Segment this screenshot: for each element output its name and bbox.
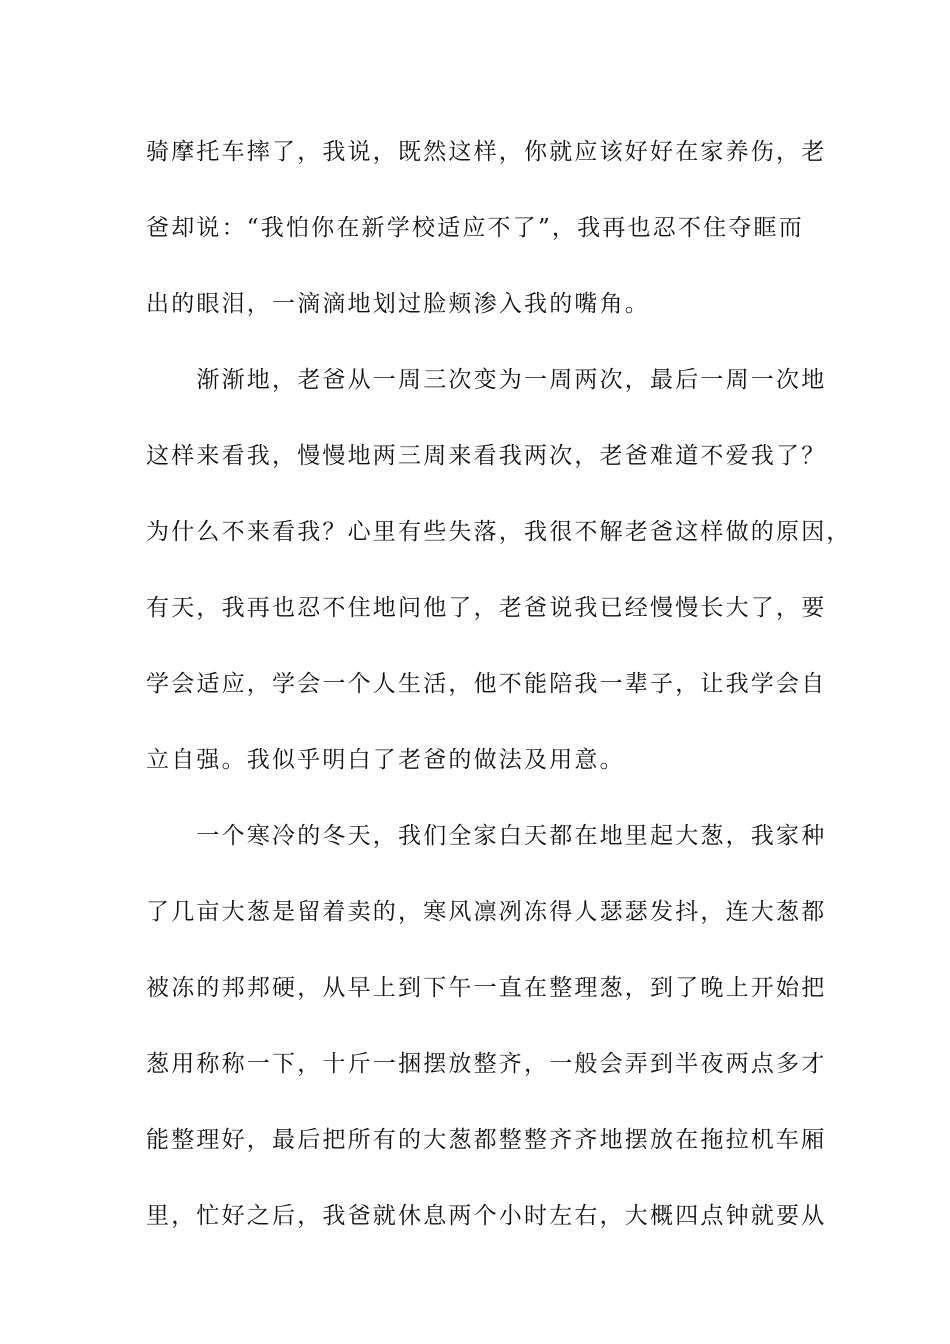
body-text xyxy=(146,128,852,1268)
text-line: 为什么不来看我？心里有些失落，我很不解老爸这样做的原因， xyxy=(146,519,852,545)
text-line: 里，忙好之后，我爸就休息两个小时左右，大概四点钟就要从 xyxy=(146,1203,827,1229)
paragraph-3 xyxy=(146,812,827,1268)
paragraph-1 xyxy=(146,128,827,356)
text-line: 出的眼泪，一滴滴地划过脸颊渗入我的嘴角。 xyxy=(146,291,650,317)
text-line: 这样来看我，慢慢地两三周来看我两次，老爸难道不爱我了？ xyxy=(146,443,827,469)
text-line: 渐渐地，老爸从一周三次变为一周两次，最后一周一次地 xyxy=(146,367,827,393)
paragraph-2 xyxy=(146,356,852,812)
text-line: 被冻的邦邦硬，从早上到下午一直在整理葱，到了晚上开始把 xyxy=(146,975,827,1001)
text-line: 葱用称称一下，十斤一捆摆放整齐，一般会弄到半夜两点多才 xyxy=(146,1051,827,1077)
text-line: 骑摩托车摔了，我说，既然这样，你就应该好好在家养伤，老 xyxy=(146,139,827,165)
text-line: 能整理好，最后把所有的大葱都整整齐齐地摆放在拖拉机车厢 xyxy=(146,1127,827,1153)
text-line: 了几亩大葱是留着卖的，寒风凛冽冻得人瑟瑟发抖，连大葱都 xyxy=(146,899,827,925)
text-line: 有天，我再也忍不住地问他了，老爸说我已经慢慢长大了，要 xyxy=(146,595,827,621)
text-line: 学会适应，学会一个人生活，他不能陪我一辈子，让我学会自 xyxy=(146,671,827,697)
text-line: 立自强。我似乎明白了老爸的做法及用意。 xyxy=(146,747,625,773)
text-line: 一个寒冷的冬天，我们全家白天都在地里起大葱，我家种 xyxy=(146,823,827,849)
text-line: 爸却说：“我怕你在新学校适应不了”，我再也忍不住夺眶而 xyxy=(146,215,804,241)
